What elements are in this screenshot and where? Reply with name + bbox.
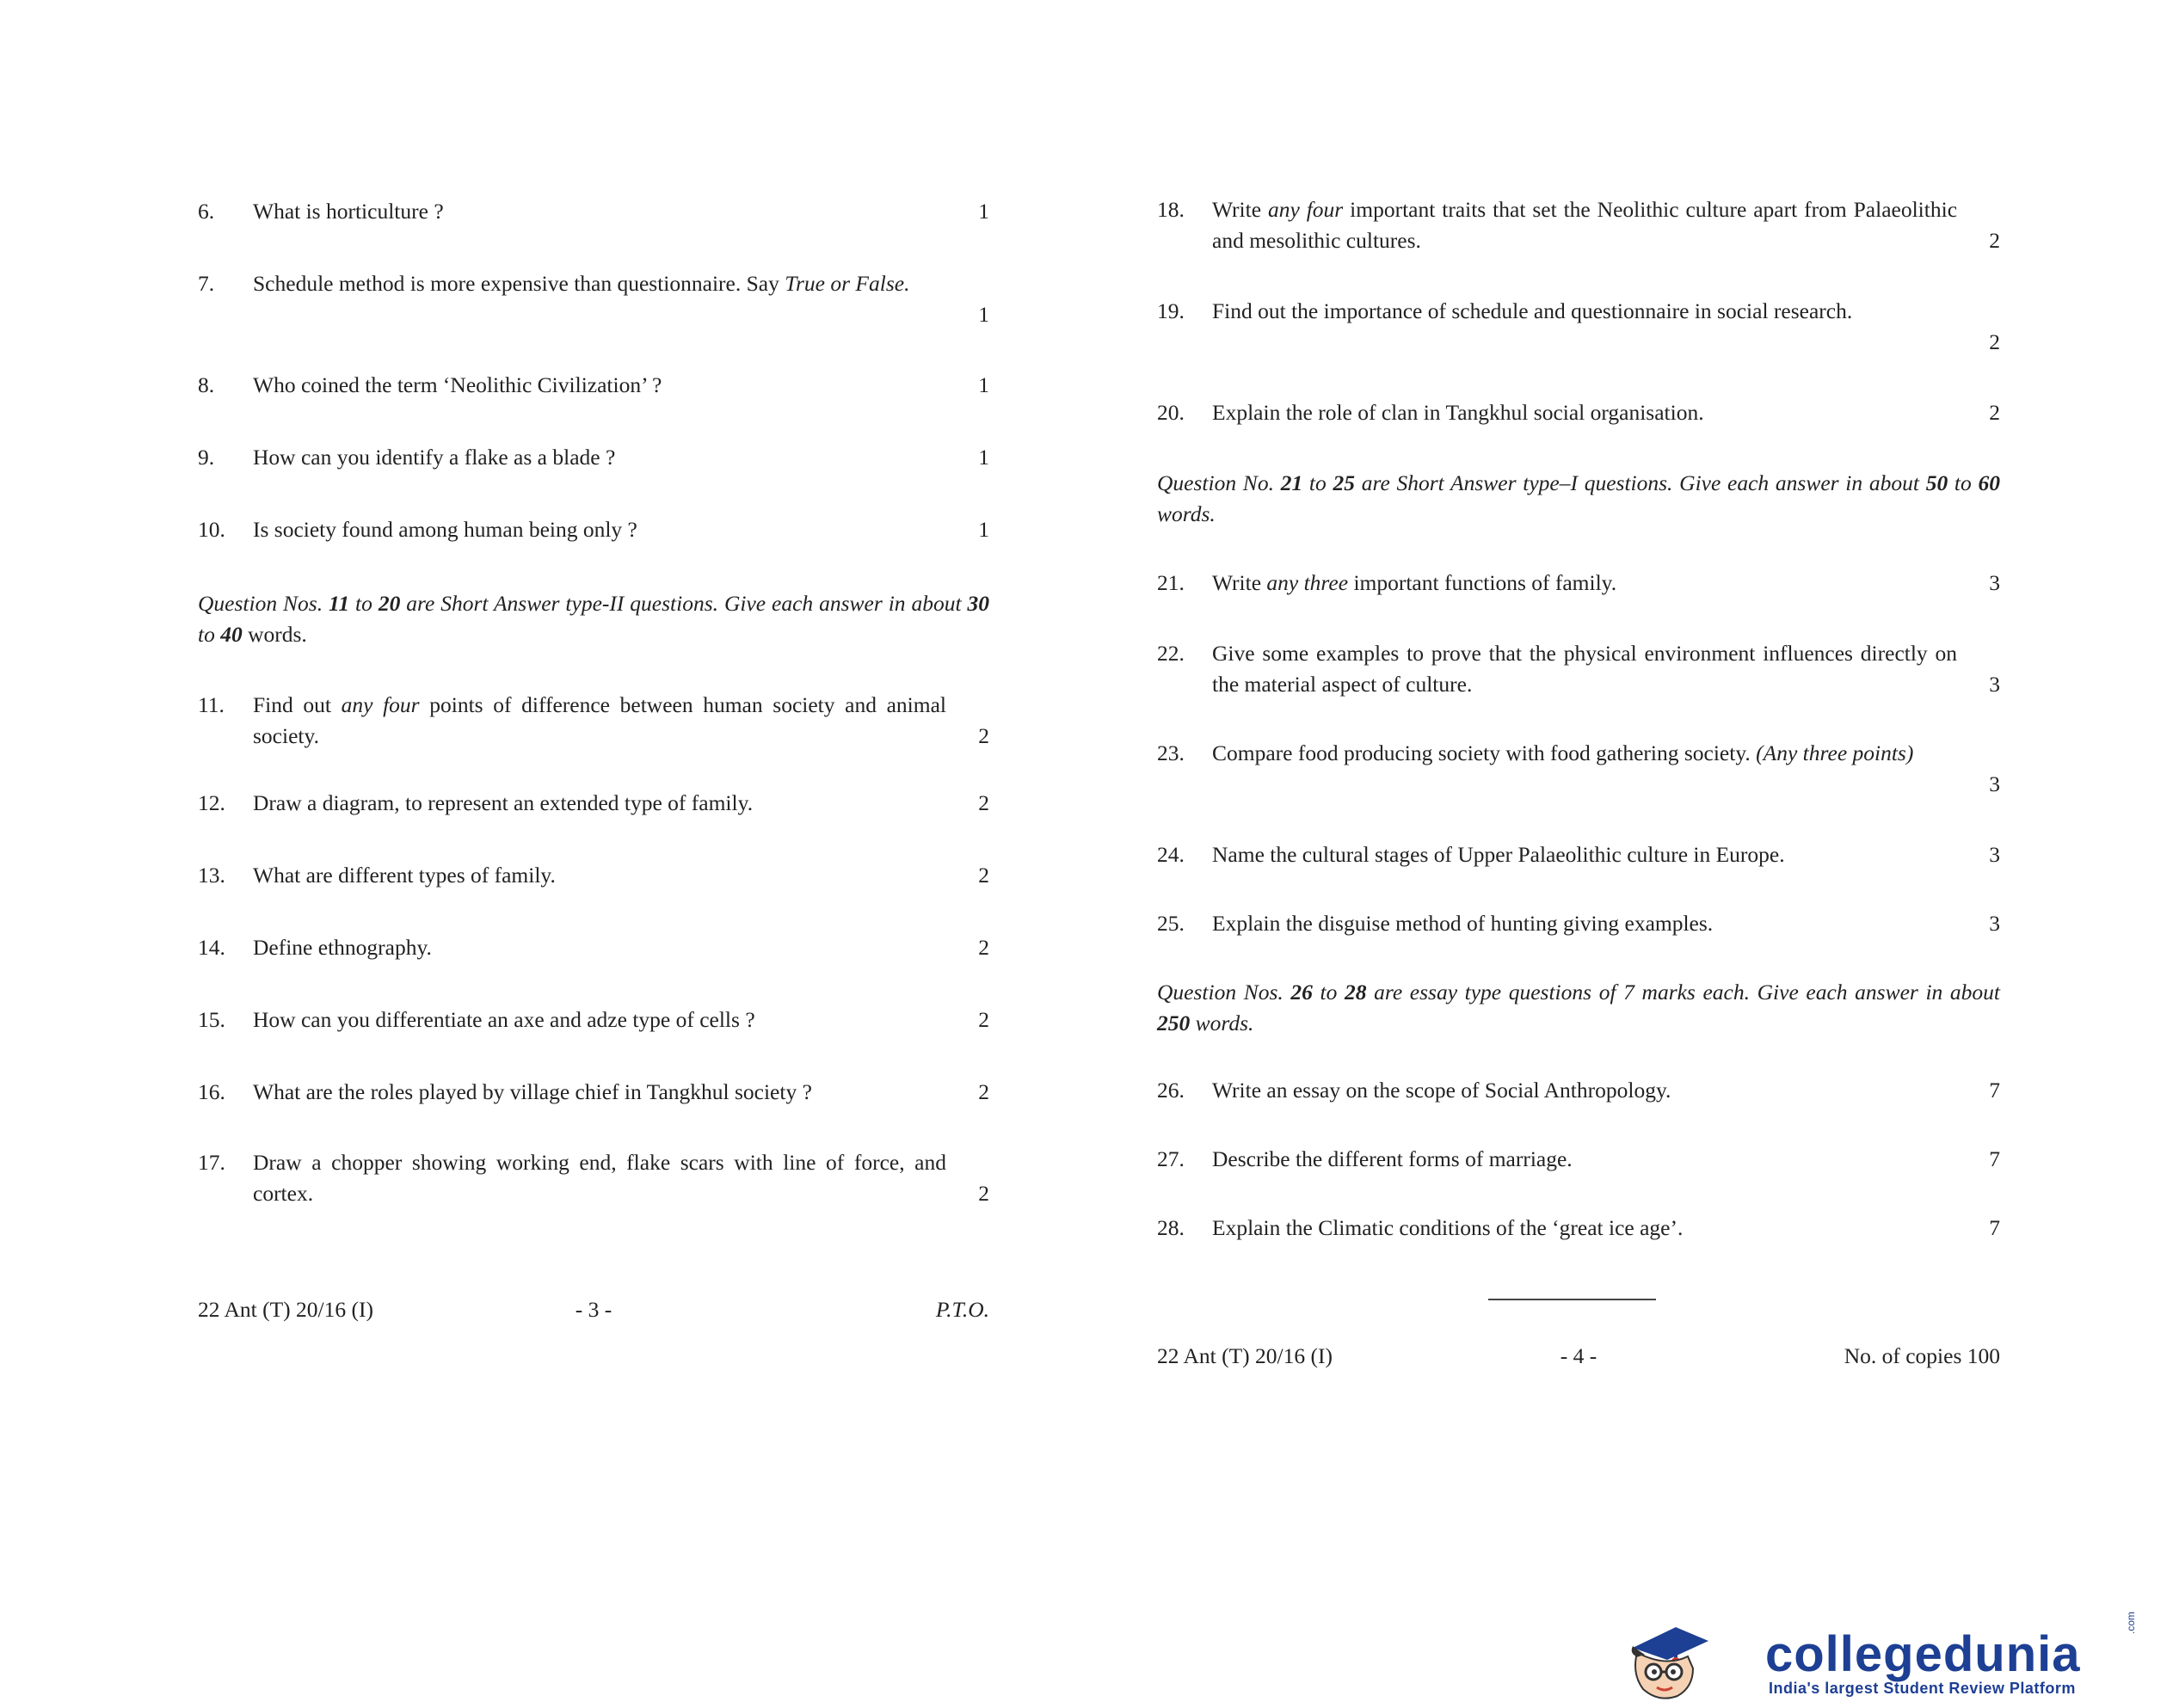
question-text: Explain the role of clan in Tangkhul social organisation. — [1212, 400, 1704, 425]
instruction-number: 11 — [329, 591, 350, 616]
logo-tagline: India's largest Student Review Platform — [1769, 1680, 2076, 1697]
question-marks: 1 — [978, 372, 989, 397]
question-marks: 3 — [1989, 842, 2000, 867]
question-marks: 2 — [978, 1007, 989, 1032]
instruction-text: are essay type questions of 7 marks each. Give each answer in about — [1366, 980, 2000, 1005]
question-marks: 7 — [1989, 1078, 2000, 1103]
question-number: 21. — [1157, 570, 1185, 595]
question-number: 8. — [198, 372, 215, 397]
question-marks: 2 — [1989, 228, 2000, 253]
question-marks: 1 — [978, 445, 989, 470]
question-emphasis: any three — [1266, 570, 1349, 595]
question-15 — [198, 1005, 989, 1035]
instruction-text: words. — [1190, 1011, 1254, 1035]
question-27 — [1157, 1144, 2000, 1175]
question-text: Who coined the term ‘Neolithic Civilization’ ? — [253, 372, 662, 397]
section-instruction-short-answer-2 — [198, 588, 989, 650]
question-7 — [198, 268, 989, 327]
question-13 — [198, 860, 989, 891]
question-marks: 1 — [978, 199, 989, 224]
question-marks: 1 — [978, 517, 989, 542]
question-16 — [198, 1077, 989, 1108]
question-number: 27. — [1157, 1146, 1185, 1171]
instruction-number: 30 — [967, 591, 989, 616]
question-24 — [1157, 839, 2000, 870]
question-text: Name the cultural stages of Upper Palaeolithic culture in Europe. — [1212, 842, 1785, 867]
question-text: What is horticulture ? — [253, 199, 444, 224]
question-number: 19. — [1157, 298, 1185, 323]
question-12 — [198, 788, 989, 819]
instruction-text: to — [1948, 470, 1979, 495]
question-number: 24. — [1157, 842, 1185, 867]
question-23 — [1157, 738, 2000, 796]
question-number: 6. — [198, 199, 215, 224]
paper-code: 22 Ant (T) 20/16 (I) — [1157, 1343, 1333, 1368]
question-marks: 2 — [978, 1181, 989, 1206]
page-number: - 4 - — [1560, 1343, 1597, 1368]
question-number: 28. — [1157, 1215, 1185, 1240]
question-11 — [198, 690, 989, 752]
question-text: Find out — [253, 692, 342, 717]
question-number: 13. — [198, 863, 225, 888]
question-text: Explain the disguise method of hunting giving examples. — [1212, 911, 1714, 936]
section-instruction-essay — [1157, 977, 2000, 1039]
logo-brand: collegedunia — [1765, 1626, 2081, 1682]
question-28 — [1157, 1213, 2000, 1244]
question-number: 17. — [198, 1150, 225, 1175]
instruction-number: 28 — [1344, 980, 1367, 1005]
instruction-text: to — [1312, 980, 1345, 1005]
question-text: How can you identify a flake as a blade ? — [253, 445, 616, 470]
right-page — [1157, 0, 2000, 1708]
instruction-number: 40 — [220, 622, 243, 647]
question-marks: 2 — [978, 723, 989, 748]
collegedunia-logo[interactable] — [1617, 1611, 2168, 1703]
question-text: Schedule method is more expensive than questionnaire. Say — [253, 271, 785, 296]
pto-label: P.T.O. — [935, 1297, 989, 1322]
question-marks: 7 — [1989, 1215, 2000, 1240]
question-emphasis: any four — [1267, 197, 1344, 222]
page-number: - 3 - — [575, 1297, 613, 1322]
student-mascot-icon — [1624, 1622, 1710, 1703]
instruction-text: are Short Answer type-II questions. Give each answer in about — [400, 591, 968, 616]
question-text: Compare food producing society with food gathering society. — [1212, 740, 1757, 765]
question-number: 18. — [1157, 197, 1185, 222]
copies-count: No. of copies 100 — [1844, 1343, 2000, 1368]
question-number: 10. — [198, 517, 225, 542]
question-marks: 3 — [1989, 672, 2000, 697]
instruction-text: to — [198, 622, 221, 647]
instruction-text: are Short Answer type–I questions. Give each answer in about — [1355, 470, 1926, 495]
question-marks: 2 — [1989, 329, 2000, 354]
question-number: 25. — [1157, 911, 1185, 936]
left-page — [198, 0, 989, 1708]
question-text: Write — [1212, 570, 1267, 595]
instruction-text: words. — [1157, 501, 1216, 526]
question-number: 7. — [198, 271, 215, 296]
question-text: Is society found among human being only ? — [253, 517, 637, 542]
instruction-number: 250 — [1157, 1011, 1191, 1035]
question-marks: 2 — [978, 1079, 989, 1104]
question-marks: 2 — [978, 863, 989, 888]
question-number: 26. — [1157, 1078, 1185, 1103]
question-number: 11. — [198, 692, 225, 717]
question-text: Describe the different forms of marriage. — [1212, 1146, 1573, 1171]
question-marks: 2 — [1989, 400, 2000, 425]
question-marks: 3 — [1989, 911, 2000, 936]
question-19 — [1157, 296, 2000, 354]
instruction-text: to — [1302, 470, 1333, 495]
instruction-text: Question Nos. — [1157, 980, 1291, 1005]
question-number: 20. — [1157, 400, 1185, 425]
question-emphasis: True or False. — [785, 271, 910, 296]
question-text: What are the roles played by village chief in Tangkhul society ? — [253, 1079, 812, 1104]
logo-dotcom: .com — [2125, 1611, 2137, 1634]
question-text: Draw a diagram, to represent an extended type of family. — [253, 790, 754, 815]
question-emphasis: (Any three points) — [1756, 740, 1914, 765]
question-17 — [198, 1147, 989, 1209]
question-text: points of difference between human society and animal society. — [253, 692, 946, 748]
question-8 — [198, 370, 989, 401]
question-22 — [1157, 638, 2000, 700]
question-21 — [1157, 568, 2000, 599]
question-14 — [198, 932, 989, 963]
question-text: important functions of family. — [1348, 570, 1617, 595]
question-text: Write — [1212, 197, 1268, 222]
instruction-text: Question Nos. — [198, 591, 329, 616]
end-rule — [1488, 1299, 1656, 1300]
question-number: 12. — [198, 790, 225, 815]
question-marks: 2 — [978, 935, 989, 960]
question-marks: 3 — [1989, 570, 2000, 595]
question-9 — [198, 442, 989, 473]
question-18 — [1157, 194, 2000, 256]
question-text: Define ethnography. — [253, 935, 432, 960]
instruction-text: words. — [242, 622, 307, 647]
instruction-number: 50 — [1925, 470, 1948, 495]
question-marks: 7 — [1989, 1146, 2000, 1171]
question-marks: 1 — [978, 302, 989, 327]
question-marks: 3 — [1989, 771, 2000, 796]
question-number: 16. — [198, 1079, 225, 1104]
question-text: Explain the Climatic conditions of the ‘great ice age’. — [1212, 1215, 1684, 1240]
instruction-number: 26 — [1290, 980, 1313, 1005]
instruction-number: 21 — [1280, 470, 1303, 495]
question-text: Draw a chopper showing working end, flake scars with line of force, and cortex. — [253, 1150, 946, 1206]
question-text: What are different types of family. — [253, 863, 556, 888]
question-marks: 2 — [978, 790, 989, 815]
question-text: Give some examples to prove that the physical environment influences directly on the material aspect of culture. — [1212, 641, 1957, 697]
question-number: 15. — [198, 1007, 225, 1032]
question-number: 23. — [1157, 740, 1185, 765]
question-number: 14. — [198, 935, 225, 960]
question-number: 9. — [198, 445, 215, 470]
question-10 — [198, 514, 989, 545]
instruction-text: to — [349, 591, 379, 616]
question-text: Find out the importance of schedule and questionnaire in social research. — [1212, 298, 1853, 323]
paper-code: 22 Ant (T) 20/16 (I) — [198, 1297, 373, 1322]
instruction-number: 25 — [1333, 470, 1355, 495]
question-text: important traits that set the Neolithic culture apart from Palaeolithic and mesolithic cultures. — [1212, 197, 1958, 253]
question-6 — [198, 196, 989, 227]
instruction-number: 20 — [378, 591, 401, 616]
instruction-text: Question No. — [1157, 470, 1281, 495]
section-instruction-short-answer-1 — [1157, 468, 2000, 530]
question-number: 22. — [1157, 641, 1185, 666]
question-20 — [1157, 397, 2000, 428]
instruction-number: 60 — [1978, 470, 2001, 495]
question-text: How can you differentiate an axe and adze type of cells ? — [253, 1007, 755, 1032]
question-26 — [1157, 1075, 2000, 1106]
question-emphasis: any four — [341, 692, 420, 717]
question-25 — [1157, 908, 2000, 939]
question-text: Write an essay on the scope of Social Anthropology. — [1212, 1078, 1671, 1103]
